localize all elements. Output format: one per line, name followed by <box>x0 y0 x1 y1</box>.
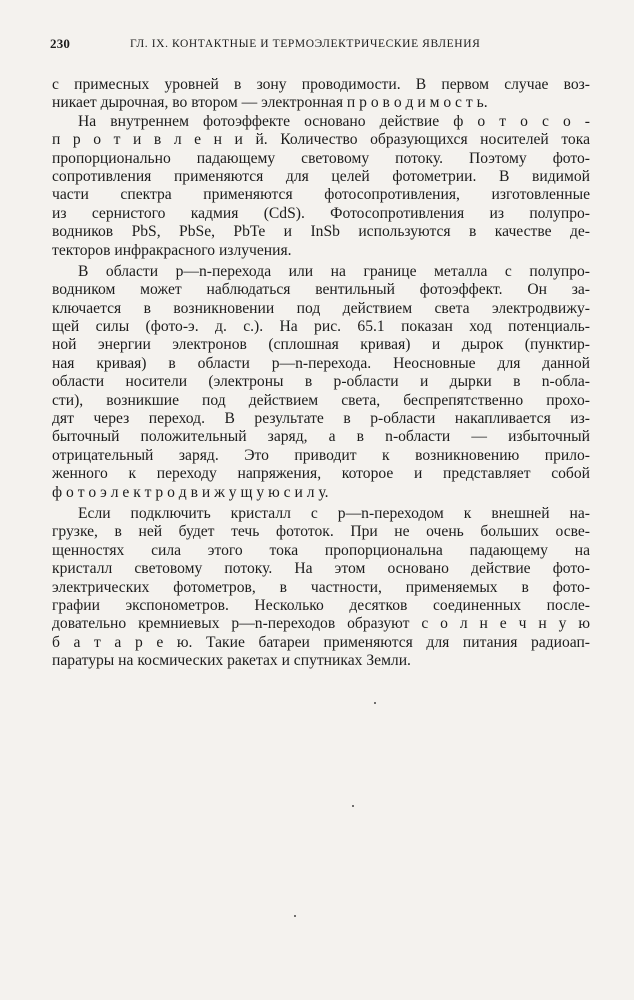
text-line: довательно кремниевых p—n-переходов образуют с о л н е ч н у ю <box>52 615 590 633</box>
text-line: ной энергии электронов (сплошная кривая) и дырок (пунктир- <box>52 336 590 354</box>
text-line: части спектра применяются фотосопротивления, изготовленные <box>52 186 590 204</box>
text-line: паратуры на космических ракетах и спутниках Земли. <box>52 652 411 670</box>
text-line: текторов инфракрасного излучения. <box>52 241 292 259</box>
paragraph-4 <box>52 505 590 671</box>
paragraph-1 <box>52 76 590 113</box>
text-line: грузке, в ней будет течь фототок. При не очень больших осве- <box>52 523 590 541</box>
text-line: быточный положительный заряд, а в n-области — избыточный <box>52 428 590 446</box>
text-line: В области p—n-перехода или на границе металла с полупро- <box>78 262 590 280</box>
paragraph-3 <box>52 263 590 502</box>
text-line: ф о т о э л е к т р о д в и ж у щ у ю с и л у. <box>52 483 329 501</box>
text-line: п р о т и в л е н и й. Количество образующихся носителей тока <box>52 131 590 149</box>
text-line: ключается в возникновении под действием света электродвижу- <box>52 299 590 317</box>
text-line: ная кривая) в области p—n-перехода. Неосновные для данной <box>52 354 590 372</box>
scan-speck <box>352 805 354 807</box>
text-line: пропорционально падающему световому потоку. Поэтому фото- <box>52 149 590 167</box>
page-body <box>52 76 590 671</box>
text-line: области носители (электроны в p-области и дырки в n-обла- <box>52 373 590 391</box>
text-line: щенностях сила этого тока пропорциональна падающему на <box>52 541 590 559</box>
text-line: щей силы (фото-э. д. с.). На рис. 65.1 показан ход потенциаль- <box>52 318 590 336</box>
text-line: из сернистого кадмия (CdS). Фотосопротивления из полупро- <box>52 204 590 222</box>
text-line: водником может наблюдаться вентильный фотоэффект. Он за- <box>52 281 590 299</box>
text-line: дят через переход. В результате в p-области накапливается из- <box>52 410 590 428</box>
text-line: отрицательный заряд. Это приводит к возникновению прило- <box>52 446 590 464</box>
text-line: сопротивления применяются для целей фотометрии. В видимой <box>52 167 590 185</box>
text-line: водников PbS, PbSe, PbTe и InSb используются в качестве де- <box>52 223 590 241</box>
page-number: 230 <box>50 36 71 51</box>
scan-speck <box>294 915 296 917</box>
text-line: Если подключить кристалл с p—n-переходом к внешней на- <box>78 504 590 522</box>
text-line: с примесных уровней в зону проводимости. В первом случае воз- <box>52 76 590 93</box>
text-line: графии экспонометров. Несколько десятков соединенных после- <box>52 596 590 614</box>
scan-speck <box>374 702 376 704</box>
text-line: кристалл световому потоку. На этом основано действие фото- <box>52 560 590 578</box>
text-line: На внутреннем фотоэффекте основано действие ф о т о с о - <box>78 112 590 130</box>
text-line: электрических фотометров, в частности, применяемых в фото- <box>52 578 590 596</box>
text-line: сти), возникшие под действием света, беспрепятственно прохо- <box>52 391 590 409</box>
text-line: женного к переходу напряжения, которое и представляет собой <box>52 465 590 483</box>
running-title: ГЛ. IX. КОНТАКТНЫЕ И ТЕРМОЭЛЕКТРИЧЕСКИЕ ЯВЛЕНИЯ <box>130 38 481 50</box>
paragraph-2 <box>52 113 590 260</box>
text-line: никает дырочная, во втором — электронная п р о в о д и м о с т ь. <box>52 94 488 112</box>
text-line: б а т а р е ю. Такие батареи применяются для питания радиоап- <box>52 633 590 651</box>
